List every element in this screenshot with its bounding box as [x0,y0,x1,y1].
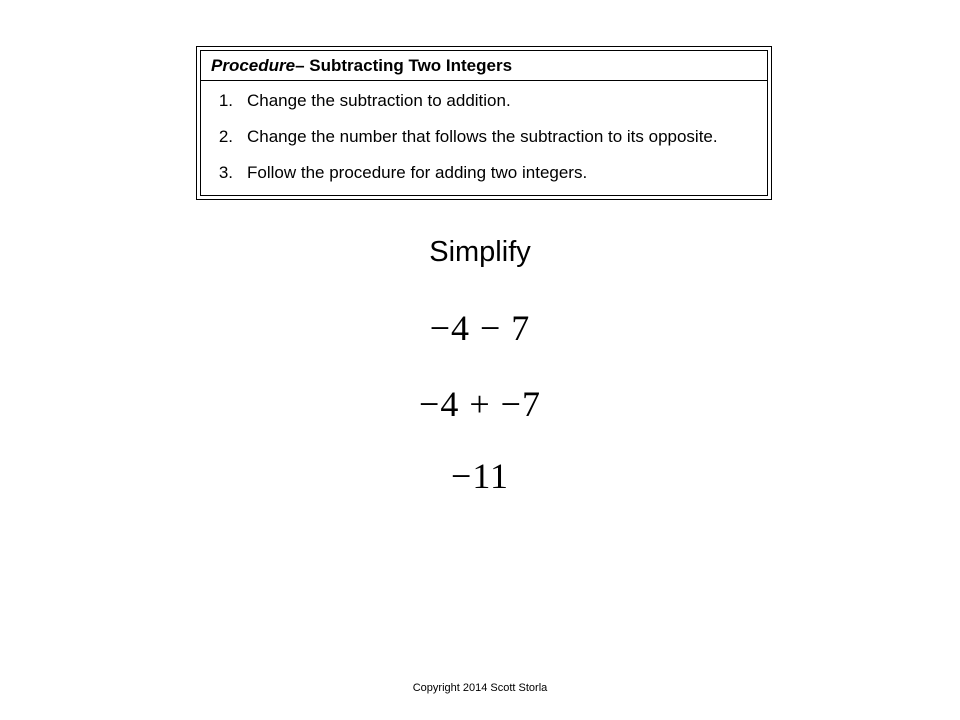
procedure-header [201,51,767,81]
step-text: Follow the procedure for adding two integers. [247,163,588,182]
procedure-step-1 [201,83,767,119]
step-number: 1. [218,91,233,110]
procedure-step-3 [201,155,767,191]
procedure-step-2 [201,119,767,155]
math-expression-rewritten: −4 + −7 [419,384,541,424]
copyright-text: Copyright 2014 Scott Storla [412,682,548,694]
procedure-title-italic: Procedure [211,55,296,75]
step-number: 2. [218,127,233,146]
math-expression-original: −4 − 7 [429,308,531,348]
simplify-title: Simplify [429,236,531,268]
step-number: 3. [218,163,233,182]
procedure-box [196,46,772,200]
math-expression-result: −11 [451,456,509,496]
procedure-table [200,50,768,196]
step-text: Change the number that follows the subtraction to its opposite. [247,127,718,146]
step-text: Change the subtraction to addition. [247,91,511,110]
procedure-title: – Subtracting Two Integers [295,55,513,75]
procedure-steps [201,81,767,195]
